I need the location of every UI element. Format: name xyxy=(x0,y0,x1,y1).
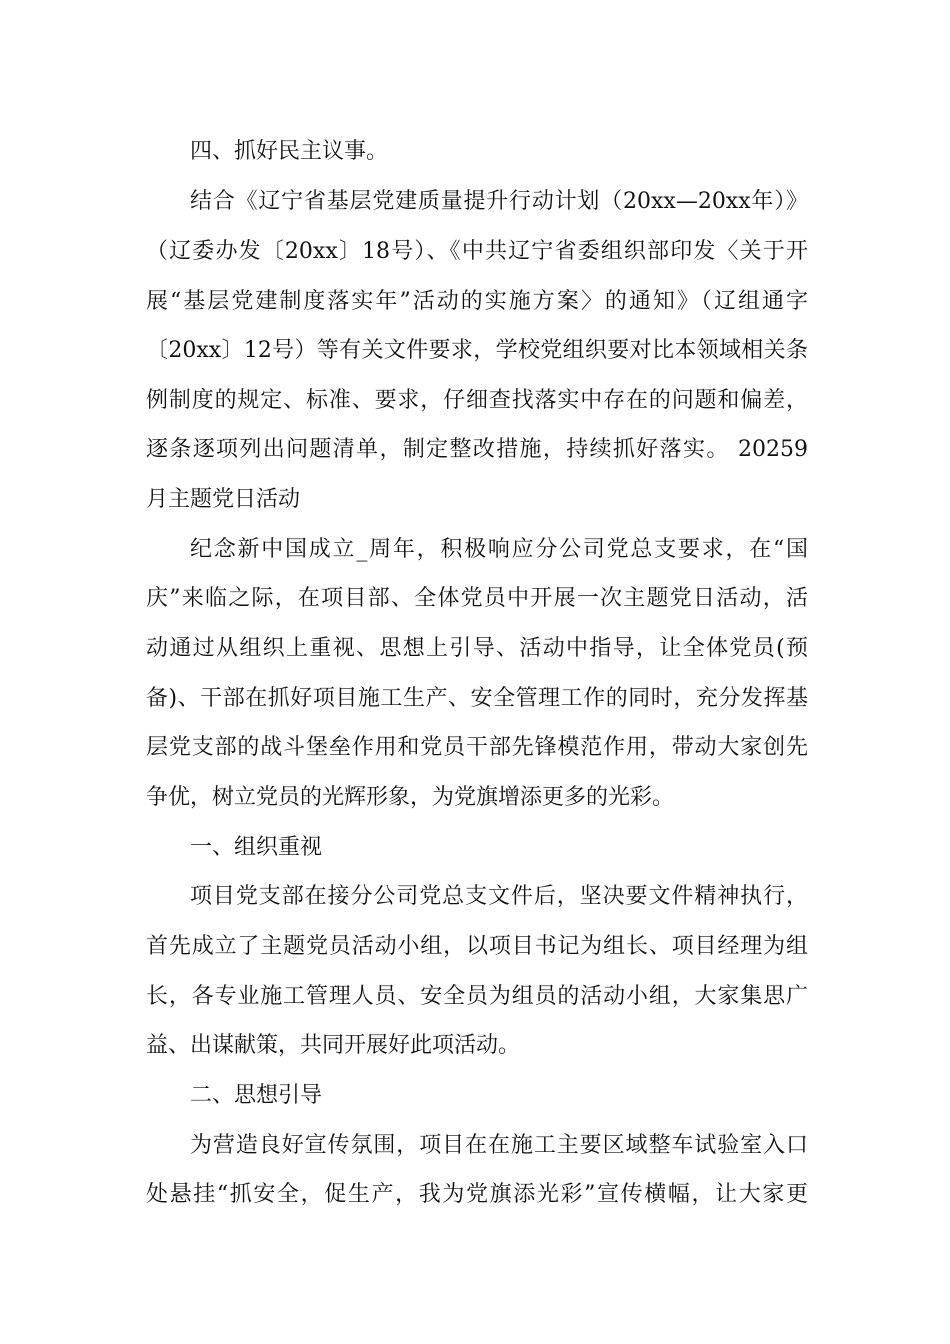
paragraph-line: 项目党支部在接分公司党总支文件后，坚决要文件精神执行， xyxy=(190,884,808,909)
section-heading: 二、思想引导 xyxy=(190,1083,323,1108)
paragraph-line: 结合《辽宁省基层党建质量提升行动计划（20xx—20xx年）》 xyxy=(190,189,808,214)
paragraph-line: 动通过从组织上重视、思想上引导、活动中指导，让全体党员(预 xyxy=(146,636,808,661)
paragraph-line: 层党支部的战斗堡垒作用和党员干部先锋模范作用，带动大家创先 xyxy=(146,735,808,760)
paragraph-line: 首先成立了主题党员活动小组，以项目书记为组长、项目经理为组 xyxy=(146,934,808,959)
paragraph-line: 庆”来临之际，在项目部、全体党员中开展一次主题党日活动，活 xyxy=(146,586,808,611)
section-heading: 四、抓好民主议事。 xyxy=(190,139,389,164)
paragraph-line: 长，各专业施工管理人员、安全员为组员的活动小组，大家集思广 xyxy=(146,984,808,1009)
paragraph-line: 争优，树立党员的光辉形象，为党旗增添更多的光彩。 xyxy=(146,785,675,810)
paragraph-line: 纪念新中国成立_周年，积极响应分公司党总支要求，在“国 xyxy=(190,537,808,562)
paragraph-line: 益、出谋献策，共同开展好此项活动。 xyxy=(146,1033,521,1058)
paragraph-line: 〔20xx〕12号）等有关文件要求，学校党组织要对比本领域相关条 xyxy=(146,338,808,363)
paragraph-line: 备)、干部在抓好项目施工生产、安全管理工作的同时，充分发挥基 xyxy=(146,686,808,711)
paragraph-line: 展“基层党建制度落实年”活动的实施方案〉的通知》（辽组通字 xyxy=(146,289,808,314)
paragraph-line: 为营造良好宣传氛围，项目在在施工主要区域整车试验室入口 xyxy=(190,1133,808,1158)
paragraph-line: 逐条逐项列出问题清单，制定整改措施，持续抓好落实。 20259 xyxy=(146,437,808,462)
document-title-line: 月主题党日活动 xyxy=(146,487,301,512)
section-heading: 一、组织重视 xyxy=(190,835,323,860)
paragraph-line: （辽委办发〔20xx〕18号）、《中共辽宁省委组织部印发〈关于开 xyxy=(146,239,808,264)
paragraph-line: 例制度的规定、标准、要求，仔细查找落实中存在的问题和偏差， xyxy=(146,388,808,413)
paragraph-line: 处悬挂“抓安全，促生产，我为党旗添光彩”宣传横幅，让大家更 xyxy=(146,1182,808,1207)
